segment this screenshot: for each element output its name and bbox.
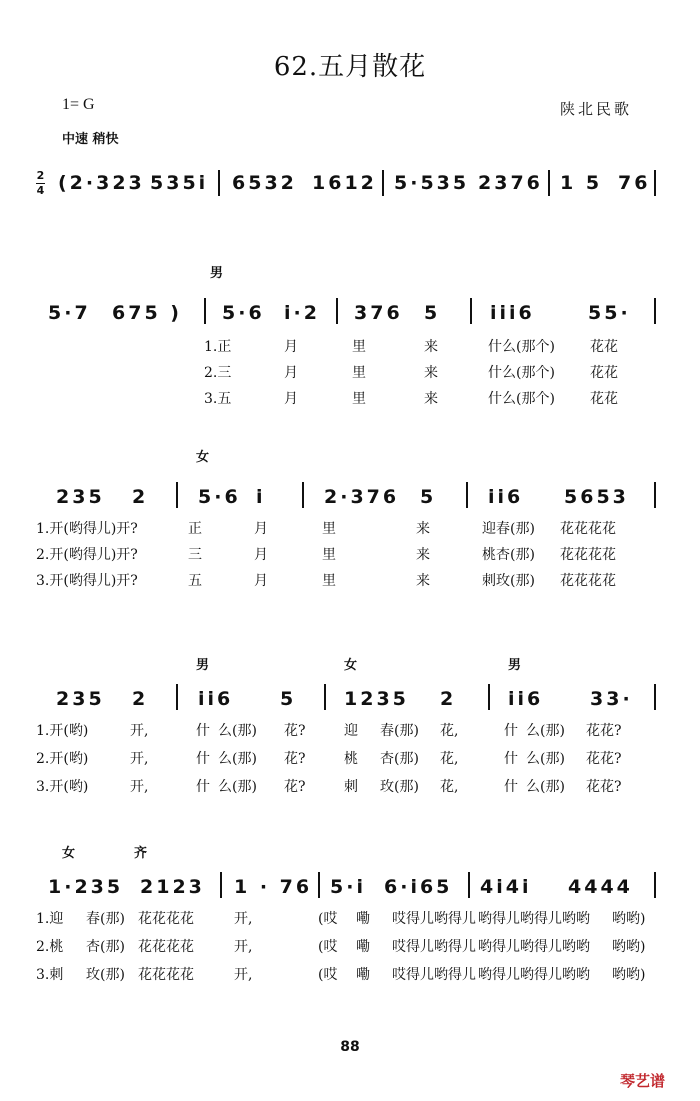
lyric-syllable: 什 bbox=[504, 779, 518, 795]
lyric-syllable: 花, bbox=[440, 723, 459, 739]
lyric-syllable: 月 bbox=[284, 339, 298, 355]
voice-role: 男 bbox=[508, 658, 522, 673]
note-group: 4i4i bbox=[480, 876, 532, 898]
lyric-syllable: 春(那) bbox=[380, 723, 419, 739]
lyric-syllable: 么(那) bbox=[218, 779, 257, 795]
key-signature: 1= G bbox=[62, 96, 95, 113]
voice-role: 女 bbox=[62, 846, 76, 861]
lyric-syllable: 哟哟) bbox=[612, 967, 646, 983]
lyric-syllable: 来 bbox=[424, 365, 438, 381]
lyric-syllable: 花, bbox=[440, 751, 459, 767]
lyric-syllable: 迎春(那) bbox=[482, 521, 535, 537]
voice-role: 男 bbox=[196, 658, 210, 673]
note-group: 5 bbox=[424, 302, 441, 324]
lyric-syllable: 杏(那) bbox=[380, 751, 419, 767]
lyric-syllable: 春(那) bbox=[86, 911, 125, 927]
lyric-syllable: 来 bbox=[416, 547, 430, 563]
bar-line bbox=[176, 684, 178, 710]
note-group: 55· bbox=[588, 302, 631, 324]
lyric-syllable: 花, bbox=[440, 779, 459, 795]
lyric-syllable: 里 bbox=[352, 339, 366, 355]
note-group: 5653 bbox=[564, 486, 629, 508]
note-group: 2 bbox=[132, 486, 149, 508]
note-group: 1612 bbox=[312, 172, 377, 194]
lyric-syllable: 哟得儿哟得儿哟哟 bbox=[478, 967, 590, 983]
bar-line bbox=[654, 170, 656, 196]
note-group: (2·323 bbox=[58, 172, 145, 194]
bar-line bbox=[218, 170, 220, 196]
lyric-syllable: 里 bbox=[352, 365, 366, 381]
lyric-syllable: 开, bbox=[130, 751, 149, 767]
lyric-syllable: 花花花花 bbox=[138, 939, 194, 955]
note-group: 1·235 bbox=[48, 876, 124, 898]
note-group: 2·376 bbox=[324, 486, 400, 508]
note-group: 6·i65 bbox=[384, 876, 453, 898]
lyric-syllable: 什 bbox=[196, 723, 210, 739]
lyric-syllable: 花花 bbox=[590, 391, 618, 407]
note-group: 33· bbox=[590, 688, 633, 710]
page-number: 88 bbox=[340, 1039, 360, 1055]
lyric-syllable: 3.开(哟得儿)开? bbox=[36, 573, 138, 589]
lyric-syllable: 里 bbox=[322, 521, 336, 537]
lyric-syllable: 开, bbox=[234, 939, 253, 955]
lyric-syllable: 么(那) bbox=[526, 779, 565, 795]
lyric-syllable: 三 bbox=[188, 547, 202, 563]
lyric-syllable: (哎 bbox=[318, 939, 338, 955]
lyric-syllable: 1.开(哟) bbox=[36, 723, 89, 739]
lyric-syllable: 玫(那) bbox=[86, 967, 125, 983]
lyric-syllable: 里 bbox=[322, 573, 336, 589]
note-group: 5·i bbox=[330, 876, 366, 898]
bar-line bbox=[382, 170, 384, 196]
note-group: 1235 bbox=[344, 688, 409, 710]
note-group: 376 bbox=[354, 302, 403, 324]
note-group: 535i bbox=[150, 172, 209, 194]
bar-line bbox=[654, 298, 656, 324]
bar-line bbox=[468, 872, 470, 898]
lyric-syllable: 月 bbox=[284, 391, 298, 407]
note-group: 76 bbox=[618, 172, 651, 194]
lyric-syllable: 花花 bbox=[590, 339, 618, 355]
lyric-syllable: 2.桃 bbox=[36, 939, 64, 955]
voice-role: 齐 bbox=[134, 846, 148, 861]
lyric-syllable: 么(那) bbox=[218, 751, 257, 767]
lyric-syllable: 五 bbox=[188, 573, 202, 589]
lyric-syllable: 3.开(哟) bbox=[36, 779, 89, 795]
lyric-syllable: 1.正 bbox=[204, 339, 232, 355]
lyric-syllable: 花花花花 bbox=[138, 967, 194, 983]
bar-line bbox=[654, 684, 656, 710]
bar-line bbox=[176, 482, 178, 508]
lyric-syllable: 什 bbox=[196, 779, 210, 795]
bar-line bbox=[204, 298, 206, 324]
bar-line bbox=[488, 684, 490, 710]
lyric-syllable: 刺玫(那) bbox=[482, 573, 535, 589]
lyric-syllable: 开, bbox=[234, 967, 253, 983]
lyric-syllable: 迎 bbox=[344, 723, 358, 739]
lyric-syllable: 花花花花 bbox=[560, 547, 616, 563]
note-group: i bbox=[256, 486, 266, 508]
note-group: 235 bbox=[56, 688, 105, 710]
lyric-syllable: 花花花花 bbox=[138, 911, 194, 927]
lyric-syllable: 花花? bbox=[586, 779, 622, 795]
lyric-syllable: 月 bbox=[254, 521, 268, 537]
lyric-syllable: 哟得儿哟得儿哟哟 bbox=[478, 911, 590, 927]
lyric-syllable: 开, bbox=[130, 779, 149, 795]
lyric-syllable: 哎得儿哟得儿 bbox=[392, 967, 476, 983]
bar-line bbox=[336, 298, 338, 324]
lyric-syllable: (哎 bbox=[318, 967, 338, 983]
lyric-syllable: 花花? bbox=[586, 751, 622, 767]
note-group: ii6 bbox=[508, 688, 544, 710]
note-group: 5·7 bbox=[48, 302, 91, 324]
note-group: 235 bbox=[56, 486, 105, 508]
bar-line bbox=[302, 482, 304, 508]
note-group: 4444 bbox=[568, 876, 633, 898]
lyric-syllable: 什 bbox=[504, 751, 518, 767]
note-group: 5 bbox=[420, 486, 437, 508]
note-group: 5·6 bbox=[222, 302, 265, 324]
bar-line bbox=[548, 170, 550, 196]
lyric-syllable: 嘞 bbox=[356, 967, 370, 983]
lyric-syllable: 嘞 bbox=[356, 939, 370, 955]
lyric-syllable: 桃杏(那) bbox=[482, 547, 535, 563]
lyric-syllable: 什 bbox=[196, 751, 210, 767]
lyric-syllable: 2.开(哟) bbox=[36, 751, 89, 767]
song-source: 陕北民歌 bbox=[560, 100, 633, 118]
voice-role: 女 bbox=[196, 450, 210, 465]
lyric-syllable: 里 bbox=[322, 547, 336, 563]
tempo-marking: 中速 稍快 bbox=[62, 132, 119, 147]
voice-role: 女 bbox=[344, 658, 358, 673]
lyric-syllable: 2.开(哟得儿)开? bbox=[36, 547, 138, 563]
note-group: 5·535 bbox=[394, 172, 470, 194]
lyric-syllable: 么(那) bbox=[218, 723, 257, 739]
lyric-syllable: 月 bbox=[254, 573, 268, 589]
lyric-syllable: 花花花花 bbox=[560, 521, 616, 537]
bar-line bbox=[318, 872, 320, 898]
note-group: 675 ) bbox=[112, 302, 182, 324]
lyric-syllable: 什么(那个) bbox=[488, 391, 555, 407]
lyric-syllable: 开, bbox=[234, 911, 253, 927]
lyric-syllable: 花花? bbox=[586, 723, 622, 739]
lyric-syllable: 什 bbox=[504, 723, 518, 739]
lyric-syllable: 什么(那个) bbox=[488, 339, 555, 355]
bar-line bbox=[654, 872, 656, 898]
lyric-syllable: 来 bbox=[424, 339, 438, 355]
bar-line bbox=[466, 482, 468, 508]
lyric-syllable: 杏(那) bbox=[86, 939, 125, 955]
lyric-syllable: 花? bbox=[284, 723, 306, 739]
watermark-logo: 琴艺谱 bbox=[620, 1072, 666, 1090]
bar-line bbox=[220, 872, 222, 898]
lyric-syllable: 来 bbox=[416, 521, 430, 537]
note-group: 2123 bbox=[140, 876, 205, 898]
lyric-syllable: 1.迎 bbox=[36, 911, 64, 927]
lyric-syllable: 么(那) bbox=[526, 751, 565, 767]
lyric-syllable: 什么(那个) bbox=[488, 365, 555, 381]
lyric-syllable: 刺 bbox=[344, 779, 358, 795]
lyric-syllable: 正 bbox=[188, 521, 202, 537]
page-title: 62.五月散花 bbox=[273, 52, 427, 82]
note-group: 1 5 bbox=[560, 172, 603, 194]
time-signature: 2 4 bbox=[36, 169, 45, 197]
lyric-syllable: 桃 bbox=[344, 751, 358, 767]
bar-line bbox=[654, 482, 656, 508]
note-group: 6532 bbox=[232, 172, 297, 194]
lyric-syllable: 来 bbox=[416, 573, 430, 589]
lyric-syllable: 花? bbox=[284, 779, 306, 795]
lyric-syllable: 玫(那) bbox=[380, 779, 419, 795]
voice-role: 男 bbox=[210, 266, 224, 281]
note-group: 2 bbox=[440, 688, 457, 710]
lyric-syllable: 来 bbox=[424, 391, 438, 407]
lyric-syllable: 哟得儿哟得儿哟哟 bbox=[478, 939, 590, 955]
lyric-syllable: 3.刺 bbox=[36, 967, 64, 983]
note-group: 2 bbox=[132, 688, 149, 710]
lyric-syllable: (哎 bbox=[318, 911, 338, 927]
lyric-syllable: 3.五 bbox=[204, 391, 232, 407]
lyric-syllable: 么(那) bbox=[526, 723, 565, 739]
note-group: ii6 bbox=[488, 486, 524, 508]
bar-line bbox=[470, 298, 472, 324]
lyric-syllable: 1.开(哟得儿)开? bbox=[36, 521, 138, 537]
note-group: iii6 bbox=[490, 302, 535, 324]
lyric-syllable: 2.三 bbox=[204, 365, 232, 381]
note-group: ii6 bbox=[198, 688, 234, 710]
lyric-syllable: 花花花花 bbox=[560, 573, 616, 589]
note-group: 5·6 bbox=[198, 486, 241, 508]
lyric-syllable: 月 bbox=[284, 365, 298, 381]
lyric-syllable: 哟哟) bbox=[612, 939, 646, 955]
lyric-syllable: 哎得儿哟得儿 bbox=[392, 911, 476, 927]
note-group: 5 bbox=[280, 688, 297, 710]
lyric-syllable: 花花 bbox=[590, 365, 618, 381]
note-group: 2376 bbox=[478, 172, 543, 194]
note-group: i·2 bbox=[284, 302, 320, 324]
bar-line bbox=[324, 684, 326, 710]
note-group: 1 · 76 bbox=[234, 876, 313, 898]
lyric-syllable: 里 bbox=[352, 391, 366, 407]
lyric-syllable: 开, bbox=[130, 723, 149, 739]
lyric-syllable: 花? bbox=[284, 751, 306, 767]
lyric-syllable: 哎得儿哟得儿 bbox=[392, 939, 476, 955]
lyric-syllable: 月 bbox=[254, 547, 268, 563]
lyric-syllable: 嘞 bbox=[356, 911, 370, 927]
lyric-syllable: 哟哟) bbox=[612, 911, 646, 927]
